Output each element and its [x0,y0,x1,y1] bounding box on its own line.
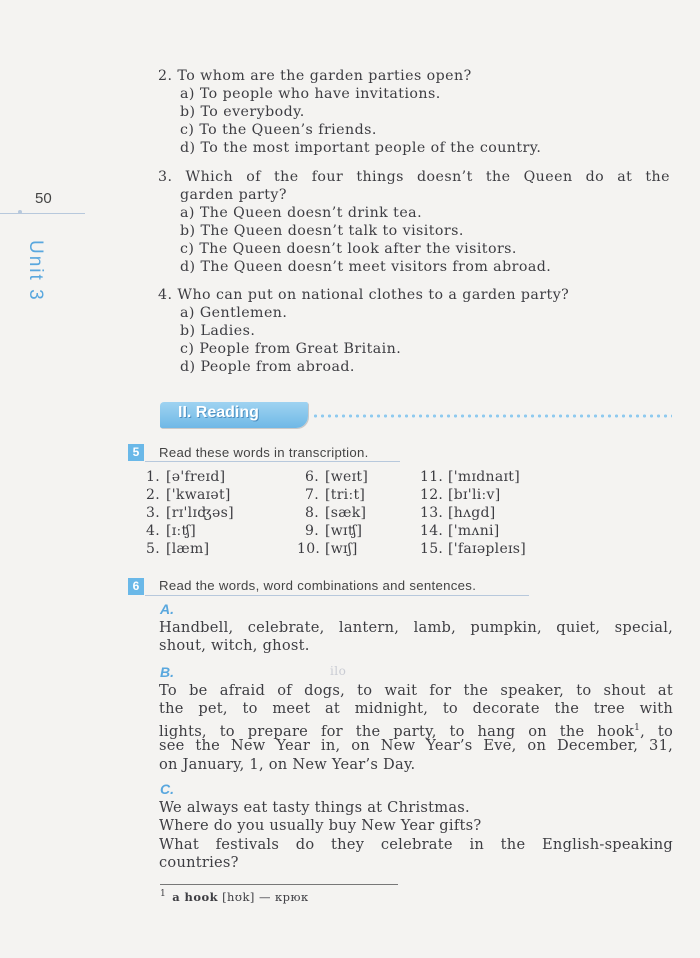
footnote [160,889,309,904]
question-text: 3. Which of the four things doesn’t the Queen do at the [158,169,670,185]
question-2 [158,67,541,157]
text-line: on January, 1, on New Year’s Day. [159,755,416,773]
question-text-continued: garden party? [180,187,287,203]
answer-option-b: b) Ladies. [180,323,256,339]
subsection-a-text [159,619,673,656]
transcription-word: 7. [triːt] [305,487,366,503]
text-line: To be afraid of dogs, to wait for the speaker, to shout at [159,682,673,699]
subsection-letter-b: B. [160,664,174,680]
text-line: shout, witch, ghost. [159,637,310,655]
transcription-word: 3. [rɪ'lɪʤəs] [146,505,234,521]
text-line: countries? [159,854,239,872]
footnote-transcription: [hʊk] [222,889,255,904]
question-4 [158,286,569,376]
text-line: Where do you usually buy New Year gifts? [159,817,482,835]
question-text: 2. To whom are the garden parties open? [158,68,472,84]
subsection-letter-a: A. [160,601,174,617]
answer-option-a: a) To people who have invitations. [180,86,441,102]
margin-dot [18,210,22,214]
text-line: We always eat tasty things at Christmas. [159,799,470,816]
transcription-word: 10. [wɪʃ] [297,541,358,557]
answer-option-d: d) The Queen doesn’t meet visitors from abroad. [180,259,552,275]
transcription-word: 8. [sæk] [305,505,367,521]
transcription-word: 13. [hʌgd] [420,505,496,521]
unit-label: Unit 3 [25,240,46,302]
answer-option-c: c) To the Queen’s friends. [180,122,377,138]
answer-option-d: d) To the most important people of the country. [180,140,542,156]
footnote-dash: — [258,889,271,904]
task-underline [145,595,529,596]
task-underline [145,461,400,462]
transcription-word: 9. [wɪʧ] [305,523,363,539]
text-line: the pet, to meet at midnight, to decorate the tree with [159,700,673,718]
text-line: Handbell, celebrate, lantern, lamb, pumpkin, quiet, special, [159,619,673,636]
answer-option-c: c) The Queen doesn’t look after the visitors. [180,241,517,257]
answer-option-b: b) The Queen doesn’t talk to visitors. [180,223,464,239]
transcription-word: 15. ['faɪəpleɪs] [420,541,527,557]
footnote-mark: 1 [160,889,167,899]
answer-option-c: c) People from Great Britain. [180,341,402,357]
footnote-reference: 1 [634,722,641,733]
footnote-translation: крюк [275,889,309,904]
transcription-word: 6. [weɪt] [305,469,369,485]
text-line: lights, to prepare for the party, to hang on the hook$^1$, to [159,722,673,740]
task-number-badge: 6 [128,578,144,595]
section-title: II. Reading [178,404,259,421]
faint-mark: ilo [330,664,347,678]
subsection-b-text [159,682,673,774]
transcription-word: 11. ['mɪdnaɪt] [420,469,520,485]
transcription-word: 14. ['mʌni] [420,523,500,539]
footnote-rule [160,884,398,885]
transcription-word: 1. [ə'freɪd] [146,469,226,485]
transcription-word: 4. [ɪːʧ] [146,523,196,539]
answer-option-d: d) People from abroad. [180,359,355,375]
page-number: 50 [35,190,52,207]
margin-rule [0,213,85,214]
subsection-letter-c: C. [160,781,174,797]
text-line: see the New Year in, on New Year’s Eve, on December, 31, [159,737,673,755]
text-line: What festivals do they celebrate in the English-speaking [159,835,673,853]
subsection-c-text [159,799,673,873]
answer-option-a: a) The Queen doesn’t drink tea. [180,205,423,221]
transcription-word: 2. ['kwaɪət] [146,487,231,503]
answer-option-b: b) To everybody. [180,104,305,120]
transcription-word: 5. [læm] [146,541,210,557]
task-instruction: Read the words, word combinations and sentences. [159,578,477,593]
section-banner [160,402,308,428]
task-number-badge: 5 [128,444,144,461]
banner-dotted-line [312,414,672,418]
task-instruction: Read these words in transcription. [159,445,369,460]
answer-option-a: a) Gentlemen. [180,305,288,321]
footnote-term: a hook [172,889,219,904]
transcription-word: 12. [bɪ'liːv] [420,487,501,503]
question-text: 4. Who can put on national clothes to a garden party? [158,287,570,303]
question-3 [158,168,670,276]
